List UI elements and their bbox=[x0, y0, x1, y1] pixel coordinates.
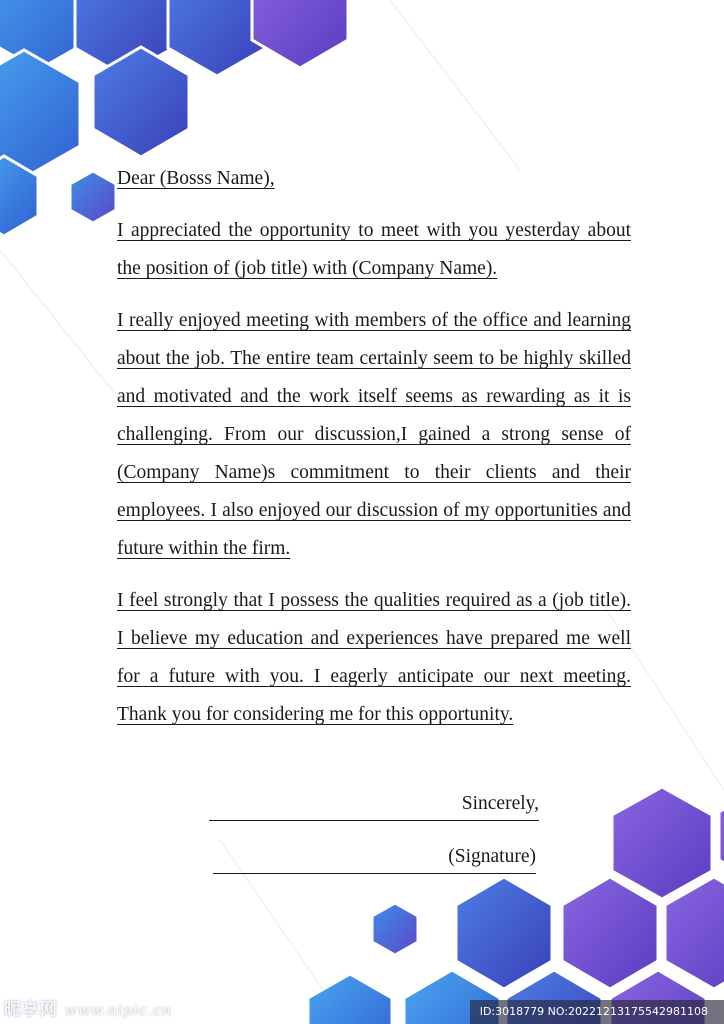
hexagon bbox=[252, 0, 348, 68]
watermark-site-url: www.nipic.cn bbox=[64, 1003, 172, 1019]
hexagon bbox=[372, 903, 418, 955]
watermark-site-name: 昵享网 bbox=[4, 1000, 58, 1020]
watermark-site bbox=[4, 995, 172, 1020]
watermark-id: ID:3018779 NO:20221213175542981108 bbox=[470, 1000, 724, 1024]
hexagon bbox=[612, 787, 712, 899]
closing-line: Sincerely, bbox=[209, 788, 539, 821]
hexagon bbox=[0, 50, 80, 178]
paragraph-appreciation: I appreciated the opportunity to meet with you yesterday about the position of (job title) with (Company Name). bbox=[117, 220, 631, 279]
bottom-right-hexagons bbox=[308, 787, 724, 1024]
paragraph-qualities: I feel strongly that I possess the qualities required as a (job title). I believe my education and experiences have prepared me well for a future with you. I eagerly anticipate our next meeting. Thank you for considering me for this opportunity. bbox=[117, 590, 631, 725]
hexagon bbox=[719, 788, 724, 884]
letter-body bbox=[117, 160, 631, 748]
hexagon bbox=[70, 171, 116, 223]
greeting: Dear (Bosss Name), bbox=[117, 168, 275, 189]
hexagon bbox=[456, 877, 552, 989]
paragraph-meeting: I really enjoyed meeting with members of the office and learning about the job. The entire team certainly seem to be highly skilled and motivated and the work itself seems as rewarding as it is challenging. From our discussion,I gained a strong sense of (Company Name)s commitment to their clients and their employees. I also enjoyed our discussion of my opportunities and future within the firm. bbox=[117, 310, 631, 559]
hexagon bbox=[562, 877, 658, 989]
hexagon bbox=[308, 974, 392, 1024]
signature-line: (Signature) bbox=[213, 841, 536, 874]
